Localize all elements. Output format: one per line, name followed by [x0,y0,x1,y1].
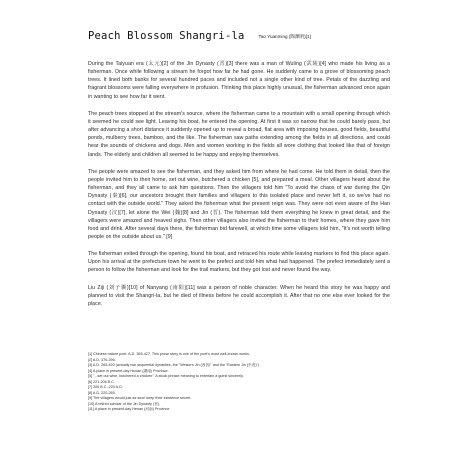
footnote: [3] A.D. 265-420 (actually two sequential dynasties, the "Western Jin (西晋)" and the "Eastern Jin (东晋)"). [88,363,261,367]
footnote: [4] A place in present-day Hunan (湖南) Province. [88,368,169,373]
footnotes [88,352,390,413]
footnote: [6] 221-206 B.C. [88,379,115,384]
paragraph: The fisherman exited through the opening, found his boat, and retraced his route while leaving markers to find this place again. Upon his arrival at the prefecture town he went to the prefect and told him what had happened. The prefect immediately sent a person to follow the fisherman and look for the trail markers, but they got lost and never found the way. [88,251,390,274]
title-row [88,26,455,42]
paragraph: The people were amazed to see the fisherman, and they asked him from where he had come. He told them in detail, then the people invited him to their home, set out wine, butchered a chicken [5], and prepared a meal. Other villagers heard about the fisherman, and they all came to ask him questions. Then the villagers told him "To avoid the chaos of war during the Qin Dynasty (秦)[6], our ancestors brought their families and villagers to this isolated place and never left it, so we've had no contact with the outside world." They asked the fisherman what the present reign was. They were not even aware of the Han Dynasty (汉)[7], let alone the Wei (魏)[8] and Jin (晋). The fisherman told them everything he knew in great detail, and the villagers were amazed and heaved sighs. Then other villagers also invited the fisherman to their homes, where they gave him food and drink. After several days there, the fisherman bid farewell, at which time some villagers told him, "It's not worth telling people on the outside about us." [9] [88,168,390,240]
footnote: [11] A place in present-day Henan (河南) Province. [88,407,171,411]
story-body [88,60,390,317]
footnote: [7] 206 B.C.-220 A.D. [88,385,123,389]
paragraph: Liu Ziji (刘子骥)[10] of Nanyang (南阳)[11] was a person of noble character. When he heard this story he was happy and planned to visit the Shangri-la, but he died of illness before he could accomplish it. After that no one else ever looked for the place. [88,284,390,307]
footnote: [2] A.D. 376-396. [88,357,116,362]
paragraph: During the Taiyuan era (太元)[2] of the Jin Dynasty (晋)[3] there was a man of Wuling (武陵)[4] who made his living as a fisherman. Once while following a stream he forgot how far he had gone. He suddenly came to a grove of blossoming peach trees. It lined both banks for several hundred paces and included not a single other kind of tree. Petals of the dazzling and fragrant blossoms were falling everywhere in profusion. Thinking this place highly unusual, the fisherman advanced once again in wanting to see how far it went. [88,61,390,100]
author-line: Tao Yuanming (陶渊明)[1] [258,34,311,39]
footnote: [1] Chinese nature poet, A.D. 365-427. This prose story is one of the poet's most well-known works. [88,352,250,356]
footnote: [10] A retired scholar of the Jin Dynasty (晋). [88,401,161,406]
footnote: [9] The villagers would just as soon keep their existence secret. [88,396,192,400]
document-title: Peach Blossom Shangri-la [88,30,245,42]
footnote: [5] "...set out wine, butchered a chicken": A stock phrase meaning to entertain a guest sincerely. [88,374,244,378]
paragraph: The peach trees stopped at the stream's source, where the fisherman came to a mountain with a small opening through which it seemed he could see light. Leaving his boat, he entered the opening. At first it was so narrow that he could barely pass, but after advancing a short distance it suddenly opened up to reveal a broad, flat area with imposing houses, good fields, beautiful ponds, mulberry trees, bamboo, and the like. The fisherman saw paths extending among the fields in all directions, and could hear the sounds of chickens and dogs. Men and women working in the fields all wore clothing that looked like that of foreign lands. The elderly and children all seemed to be happy and enjoying themselves. [88,110,390,158]
footnote: [8] A.D. 220-265. [88,390,116,395]
